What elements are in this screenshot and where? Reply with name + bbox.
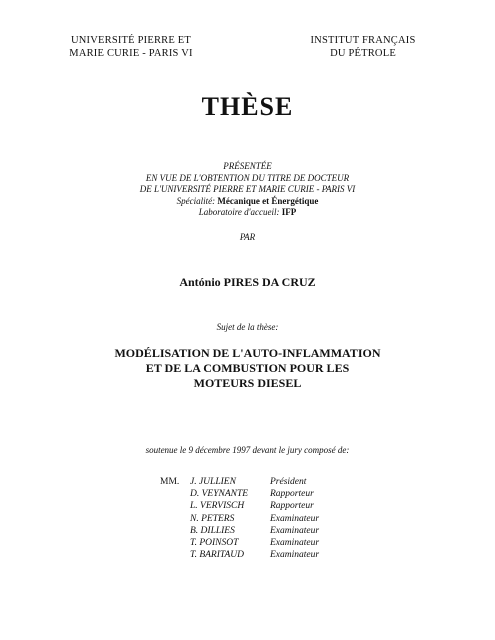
jury-prefix-spacer xyxy=(160,537,190,549)
subject-line-2: ET DE LA COMBUSTION POUR LES xyxy=(145,361,350,375)
lab-value: IFP xyxy=(281,207,297,217)
jury-row xyxy=(160,537,319,549)
lab-label: Laboratoire d'accueil: xyxy=(198,207,280,217)
university-header xyxy=(66,34,196,60)
jury-row xyxy=(160,525,319,537)
author-name: António PIRES DA CRUZ xyxy=(179,275,316,289)
jury-member-name: J. JULLIEN xyxy=(190,477,236,487)
thesis-subject xyxy=(0,346,495,391)
jury-member-role: Rapporteur xyxy=(270,489,314,500)
jury-member-role: Rapporteur xyxy=(270,501,314,512)
university-line-2: MARIE CURIE - PARIS VI xyxy=(69,48,193,59)
presentation-block xyxy=(0,161,495,219)
institute-line-2: DU PÉTROLE xyxy=(330,48,396,59)
jury-prefix: MM. xyxy=(160,477,180,487)
defense-statement: soutenue le 9 décembre 1997 devant le jury composé de: xyxy=(145,445,350,455)
jury-member-name: N. PETERS xyxy=(190,513,235,524)
institute-line-1: INSTITUT FRANÇAIS xyxy=(310,35,416,46)
subject-line-3: MOTEURS DIESEL xyxy=(193,376,302,390)
subject-line-1: MODÉLISATION DE L'AUTO-INFLAMMATION xyxy=(114,346,381,360)
jury-member-role: Examinateur xyxy=(270,525,320,536)
specialty-line xyxy=(0,196,495,208)
jury-member-role: Examinateur xyxy=(270,513,320,524)
jury-member-role: Examinateur xyxy=(270,550,320,561)
jury-member-role: Examinateur xyxy=(270,538,320,549)
presentation-line-3: DE L'UNIVERSITÉ PIERRE ET MARIE CURIE - PARIS VI xyxy=(139,184,356,194)
presentation-line-1: PRÉSENTÉE xyxy=(223,161,272,171)
jury-row xyxy=(160,513,319,525)
lab-line xyxy=(0,207,495,219)
jury-prefix-spacer xyxy=(160,488,190,500)
jury-prefix-spacer xyxy=(160,500,190,512)
jury-list xyxy=(160,476,319,561)
subject-label: Sujet de la thèse: xyxy=(216,322,279,332)
jury-row xyxy=(160,549,319,561)
jury-prefix-spacer xyxy=(160,525,190,537)
jury-member-name: T. BARITAUD xyxy=(190,550,245,561)
jury-row xyxy=(160,476,319,488)
jury-row xyxy=(160,500,319,512)
jury-member-role: Président xyxy=(270,477,307,487)
jury-member-name: B. DILLIES xyxy=(190,525,235,536)
par-label: PAR xyxy=(239,232,256,242)
jury-prefix-spacer xyxy=(160,549,190,561)
jury-row xyxy=(160,488,319,500)
jury-member-name: L. VERVISCH xyxy=(190,501,245,512)
institute-header xyxy=(308,34,418,60)
specialty-value: Mécanique et Énergétique xyxy=(217,195,319,206)
university-line-1: UNIVERSITÉ PIERRE ET xyxy=(70,35,192,46)
presentation-line-2: EN VUE DE L'OBTENTION DU TITRE DE DOCTEUR xyxy=(145,172,350,183)
jury-member-name: T. POINSOT xyxy=(190,538,239,549)
jury-prefix-spacer xyxy=(160,513,190,525)
specialty-label: Spécialité: xyxy=(176,195,216,206)
document-title: THÈSE xyxy=(201,92,294,121)
jury-member-name: D. VEYNANTE xyxy=(190,489,249,500)
